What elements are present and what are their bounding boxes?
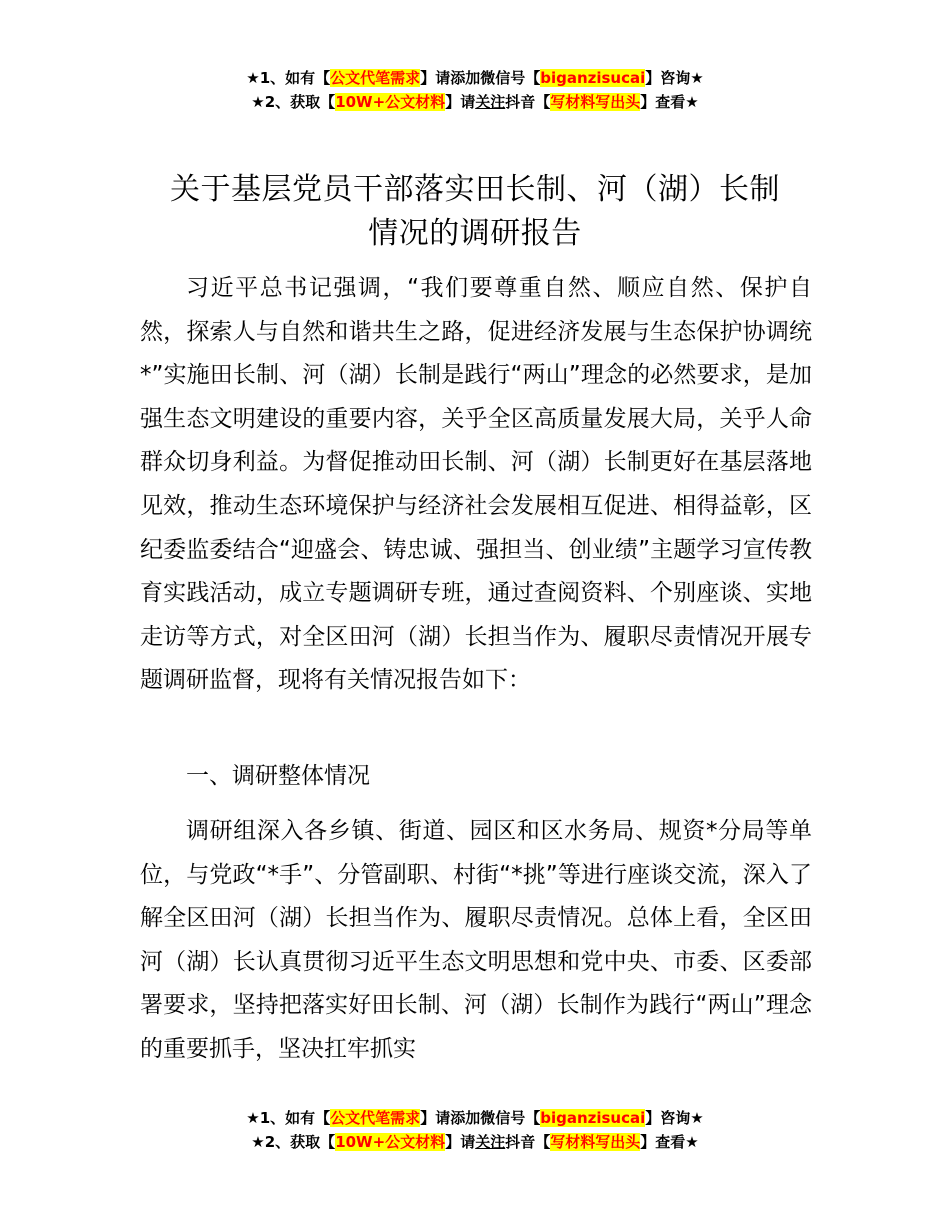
banner-text: 抖音【 xyxy=(505,1133,551,1151)
document-title xyxy=(0,168,950,256)
banner-highlight: 10W+公文材料 xyxy=(335,93,446,111)
banner-highlight: 公文代笔需求 xyxy=(330,69,421,87)
banner-text: 】请 xyxy=(445,93,476,111)
paragraph-intro xyxy=(140,267,812,703)
title-line-1: 关于基层党员干部落实田长制、河（湖）长制 xyxy=(170,172,780,207)
banner-text: ★1、如有【 xyxy=(246,1109,331,1127)
banner-line-2 xyxy=(0,1130,950,1154)
banner-line-1 xyxy=(0,66,950,90)
paragraph-text: 调研组深入各乡镇、街道、园区和区水务局、规资*分局等单位，与党政“*手”、分管副职、村街“*挑”等进行座谈交流，深入了解全区田河（湖）长担当作为、履职尽责情况。总体上看，全区田河（湖）长认真贯彻习近平生态文明思想和党中央、市委、区委部署要求，坚持把落实好田长制、河（湖）长制作为践行“两山”理念的重要抓手，坚决扛牢抓实 xyxy=(140,818,812,1062)
paragraph-text: 习近平总书记强调，“我们要尊重自然、顺应自然、保护自然，探索人与自然和谐共生之路，促进经济发展与生态保护协调统*”实施田长制、河（湖）长制是践行“两山”理念的必然要求，是加强生态文明建设的重要内容，关乎全区高质量发展大局，关乎人命群众切身利益。为督促推动田长制、河（湖）长制更好在基层落地见效，推动生态环境保护与经济社会发展相互促进、相得益彰，区纪委监委结合“迎盛会、铸忠诚、强担当、创业绩”主题学习宣传教育实践活动，成立专题调研专班，通过查阅资料、个别座谈、实地走访等方式，对全区田河（湖）长担当作为、履职尽责情况开展专题调研监督，现将有关情况报告如下： xyxy=(140,275,812,694)
banner-text: 】请 xyxy=(445,1133,476,1151)
banner-text: ★2、获取【 xyxy=(251,93,336,111)
banner-text: ★2、获取【 xyxy=(251,1133,336,1151)
banner-text: 】咨询★ xyxy=(645,1109,704,1127)
banner-text: 】请添加微信号【 xyxy=(420,1109,541,1127)
banner-highlight: biganzisucai xyxy=(540,69,646,87)
banner-highlight: biganzisucai xyxy=(540,1109,646,1127)
banner-underlined-text: 关注 xyxy=(475,93,506,111)
section-heading-text: 一、调研整体情况 xyxy=(186,763,370,789)
banner-line-1 xyxy=(0,1106,950,1130)
paragraph-overview xyxy=(140,810,812,1072)
banner-line-2 xyxy=(0,90,950,114)
banner-highlight: 10W+公文材料 xyxy=(335,1133,446,1151)
banner-highlight: 公文代笔需求 xyxy=(330,1109,421,1127)
banner-highlight: 写材料写出头 xyxy=(550,93,641,111)
section-heading xyxy=(140,755,812,799)
banner-highlight: 写材料写出头 xyxy=(550,1133,641,1151)
banner-text: 】查看★ xyxy=(640,1133,699,1151)
header-banner xyxy=(0,66,950,114)
banner-text: 】查看★ xyxy=(640,93,699,111)
title-line-2: 情况的调研报告 xyxy=(368,216,582,251)
banner-text: 】咨询★ xyxy=(645,69,704,87)
banner-text: ★1、如有【 xyxy=(246,69,331,87)
banner-underlined-text: 关注 xyxy=(475,1133,506,1151)
footer-banner xyxy=(0,1106,950,1154)
banner-text: 】请添加微信号【 xyxy=(420,69,541,87)
banner-text: 抖音【 xyxy=(505,93,551,111)
